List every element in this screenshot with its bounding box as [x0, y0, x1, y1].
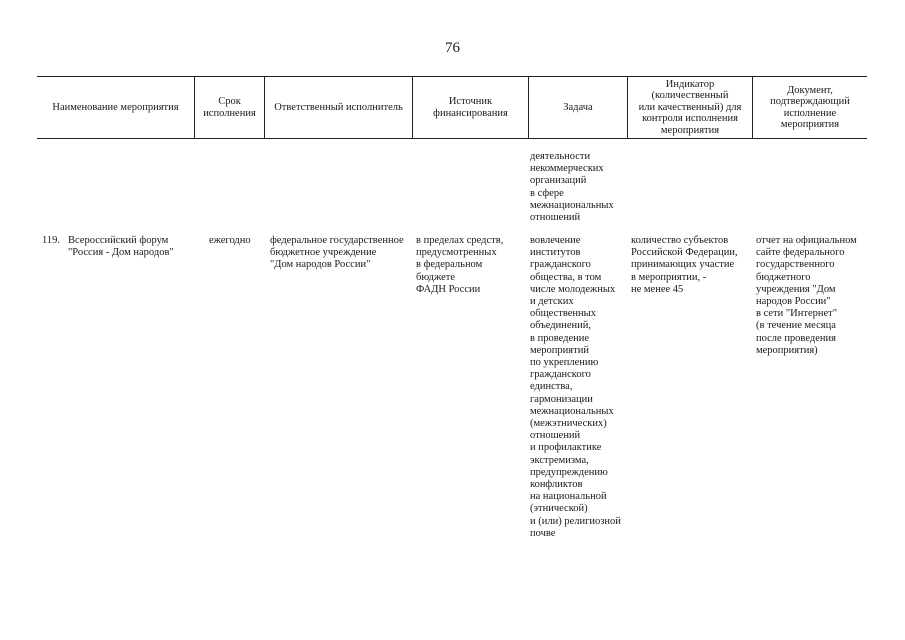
header-name: Наименование мероприятия	[52, 101, 179, 113]
event-task: вовлечение институтов гражданского общества, в том числе молодежных и детских общественных объединений, в проведение мероприятий по укреплению гражданского единства, гармонизации межнациональных (межэтнических) отношений и профилактике экстремизма, предупреждению конфликтов на национальной (этнической) и (или) религиозной почве	[530, 235, 621, 539]
table-header-bottom-rule	[37, 138, 867, 139]
event-indicator: количество субъектов Российской Федерации, принимающих участие в мероприятии, - не менее 45	[631, 235, 738, 295]
event-term: ежегодно	[209, 235, 251, 246]
event-document: отчет на официальном сайте федерального государственного бюджетного учреждения "Дом народов России" в сети "Интернет" (в течение месяца после проведения мероприятия)	[756, 235, 857, 356]
continued-task-text: деятельности некоммерческих организаций в сфере межнациональных отношений	[530, 151, 614, 224]
header-executor: Ответственный исполнитель	[274, 101, 403, 113]
page-number: 76	[445, 40, 460, 56]
header-document: Документ, подтверждающий исполнение мероприятия	[770, 84, 850, 130]
event-financing: в пределах средств, предусмотренных в федеральном бюджете ФАДН России	[416, 235, 504, 295]
header-term: Срок исполнения	[203, 96, 256, 119]
row-number: 119.	[42, 235, 60, 246]
header-task: Задача	[563, 101, 593, 113]
event-name: Всероссийский форум "Россия - Дом народов"	[68, 235, 174, 259]
header-indicator: Индикатор (количественный или качественный) для контроля исполнения мероприятия	[638, 78, 742, 136]
event-executor: федеральное государственное бюджетное учреждение "Дом народов России"	[270, 235, 404, 271]
header-financing: Источник финансирования	[433, 96, 508, 119]
